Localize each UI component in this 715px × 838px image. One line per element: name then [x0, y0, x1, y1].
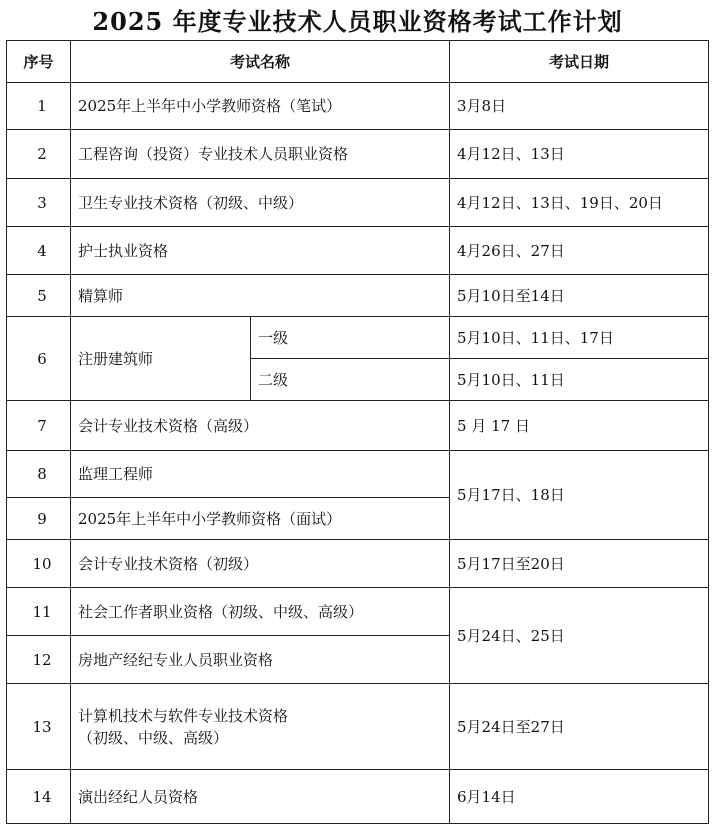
exam-date: 5月10日、11日	[450, 359, 709, 401]
row-no: 5	[7, 275, 71, 317]
exam-name: 演出经纪人员资格	[71, 770, 450, 824]
exam-date: 4月26日、27日	[450, 227, 709, 275]
exam-date: 5月24日、25日	[450, 588, 709, 684]
exam-name: 监理工程师	[71, 451, 450, 498]
row-no: 3	[7, 179, 71, 227]
row-no: 14	[7, 770, 71, 824]
table-row	[7, 83, 709, 130]
exam-date: 5月17日至20日	[450, 540, 709, 588]
header-name: 考试名称	[71, 41, 450, 83]
row-no: 7	[7, 401, 71, 451]
row-no: 1	[7, 83, 71, 130]
exam-date: 6月14日	[450, 770, 709, 824]
exam-name: 注册建筑师	[71, 317, 251, 401]
exam-name: 会计专业技术资格（初级）	[71, 540, 450, 588]
row-no: 4	[7, 227, 71, 275]
row-no: 8	[7, 451, 71, 498]
exam-level: 一级	[251, 317, 450, 359]
table-row	[7, 227, 709, 275]
header-no: 序号	[7, 41, 71, 83]
table-row	[7, 588, 709, 636]
exam-name: 护士执业资格	[71, 227, 450, 275]
exam-date: 5月17日、18日	[450, 451, 709, 540]
table-row	[7, 770, 709, 824]
exam-level: 二级	[251, 359, 450, 401]
exam-name: 2025年上半年中小学教师资格（笔试）	[71, 83, 450, 130]
table-row	[7, 179, 709, 227]
table-row	[7, 317, 709, 359]
row-no: 11	[7, 588, 71, 636]
exam-schedule-table	[6, 40, 709, 824]
row-no: 13	[7, 684, 71, 770]
exam-date: 4月12日、13日	[450, 130, 709, 179]
exam-date: 5 月 17 日	[450, 401, 709, 451]
exam-date: 5月10日、11日、17日	[450, 317, 709, 359]
table-row	[7, 684, 709, 770]
exam-date: 4月12日、13日、19日、20日	[450, 179, 709, 227]
exam-name-line-1: 计算机技术与软件专业技术资格	[78, 706, 289, 725]
page-title: 2025 年度专业技术人员职业资格考试工作计划	[92, 7, 623, 36]
exam-name: 卫生专业技术资格（初级、中级）	[71, 179, 450, 227]
exam-name: 会计专业技术资格（高级）	[71, 401, 450, 451]
exam-name	[71, 684, 450, 770]
exam-name: 精算师	[71, 275, 450, 317]
row-no: 12	[7, 636, 71, 684]
exam-name-line-2: （初级、中级、高级）	[78, 728, 229, 747]
table-row	[7, 401, 709, 451]
exam-date: 3月8日	[450, 83, 709, 130]
row-no: 2	[7, 130, 71, 179]
exam-name: 工程咨询（投资）专业技术人员职业资格	[71, 130, 450, 179]
table-header-row	[7, 41, 709, 83]
table-row	[7, 451, 709, 498]
exam-date: 5月24日至27日	[450, 684, 709, 770]
table-row	[7, 130, 709, 179]
header-date: 考试日期	[450, 41, 709, 83]
row-no: 9	[7, 498, 71, 540]
exam-name: 房地产经纪专业人员职业资格	[71, 636, 450, 684]
table-row	[7, 540, 709, 588]
exam-date: 5月10日至14日	[450, 275, 709, 317]
row-no: 10	[7, 540, 71, 588]
row-no: 6	[7, 317, 71, 401]
exam-name: 社会工作者职业资格（初级、中级、高级）	[71, 588, 450, 636]
exam-name: 2025年上半年中小学教师资格（面试）	[71, 498, 450, 540]
table-row	[7, 275, 709, 317]
